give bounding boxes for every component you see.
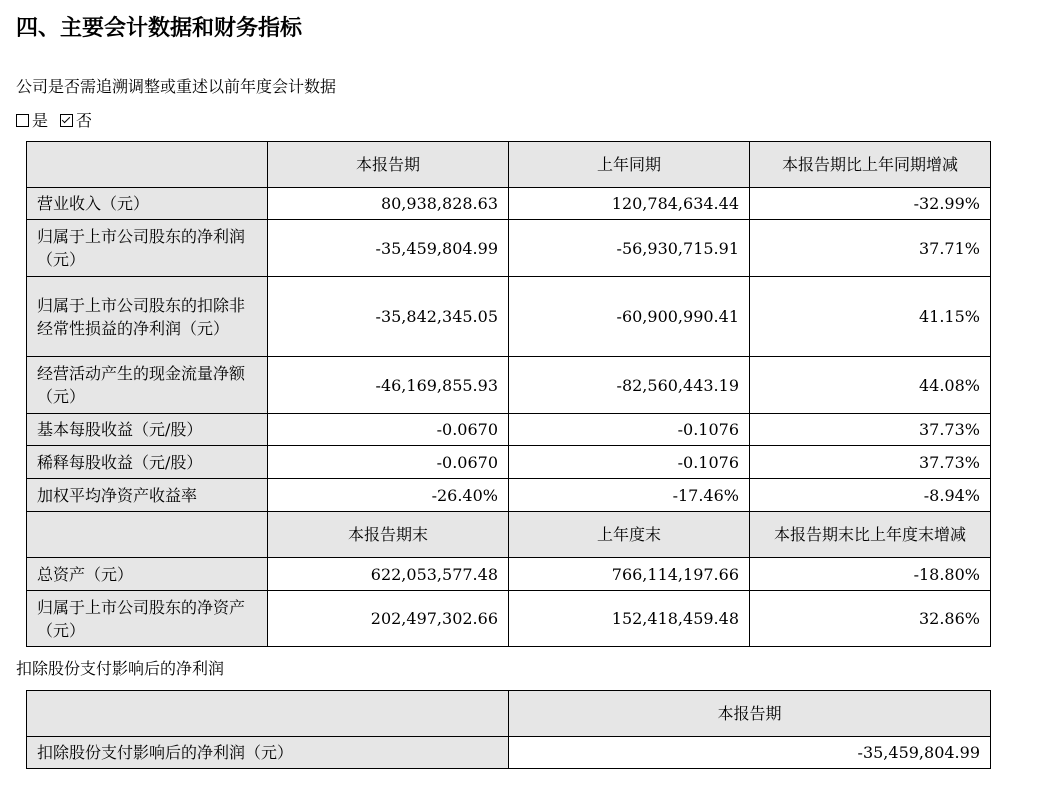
current-value: -35,459,804.99 [509,737,991,769]
prior-value: 120,784,634.44 [509,188,750,220]
prior-value: -0.1076 [509,446,750,479]
prior-value: 766,114,197.66 [509,558,750,591]
prior-value: -56,930,715.91 [509,220,750,277]
current-value: -26.40% [268,479,509,512]
current-value: -0.0670 [268,446,509,479]
restate-question: 公司是否需追溯调整或重述以前年度会计数据 [16,77,337,96]
current-value: -0.0670 [268,414,509,446]
header-blank [27,142,268,188]
share-payment-heading: 扣除股份支付影响后的净利润 [16,659,225,678]
current-value: 202,497,302.66 [268,591,509,647]
prior-value: -60,900,990.41 [509,277,750,357]
table-row [27,277,991,357]
change-value: 37.73% [750,446,991,479]
change-value: -8.94% [750,479,991,512]
key-financials-table [26,141,991,647]
change-value: 32.86% [750,591,991,647]
current-value: -35,459,804.99 [268,220,509,277]
table-row [27,357,991,414]
restate-options [16,110,92,132]
header-prior-year-end: 上年度末 [509,512,750,558]
row-label: 稀释每股收益（元/股） [27,446,268,479]
yes-checkbox[interactable] [16,114,29,127]
table-row [27,737,991,769]
yes-label: 是 [32,111,49,130]
section-title: 四、主要会计数据和财务指标 [16,15,303,41]
row-label: 归属于上市公司股东的净资产（元） [27,591,268,647]
change-value: 44.08% [750,357,991,414]
change-value: 37.71% [750,220,991,277]
balance-header-row [27,512,991,558]
header-current-period: 本报告期 [509,691,991,737]
row-label: 经营活动产生的现金流量净额（元） [27,357,268,414]
table-row [27,558,991,591]
row-label: 总资产（元） [27,558,268,591]
header-prior-period: 上年同期 [509,142,750,188]
header-blank [27,512,268,558]
period-header-row [27,142,991,188]
row-label: 加权平均净资产收益率 [27,479,268,512]
table-row [27,414,991,446]
current-value: 622,053,577.48 [268,558,509,591]
header-current-period: 本报告期 [268,142,509,188]
header-period-change: 本报告期比上年同期增减 [750,142,991,188]
prior-value: -82,560,443.19 [509,357,750,414]
header-blank [27,691,509,737]
table-row [27,479,991,512]
no-checkbox[interactable] [60,114,73,127]
table-row [27,446,991,479]
row-label: 归属于上市公司股东的扣除非经常性损益的净利润（元） [27,277,268,357]
row-label: 营业收入（元） [27,188,268,220]
current-value: -46,169,855.93 [268,357,509,414]
table-row [27,188,991,220]
table-row [27,591,991,647]
change-value: 37.73% [750,414,991,446]
share-payment-header-row [27,691,991,737]
table-row [27,220,991,277]
row-label: 扣除股份支付影响后的净利润（元） [27,737,509,769]
change-value: -18.80% [750,558,991,591]
prior-value: 152,418,459.48 [509,591,750,647]
current-value: -35,842,345.05 [268,277,509,357]
current-value: 80,938,828.63 [268,188,509,220]
share-payment-table [26,690,991,769]
change-value: -32.99% [750,188,991,220]
no-label: 否 [76,111,93,130]
prior-value: -0.1076 [509,414,750,446]
prior-value: -17.46% [509,479,750,512]
row-label: 基本每股收益（元/股） [27,414,268,446]
header-period-end-change: 本报告期末比上年度末增减 [750,512,991,558]
header-period-end: 本报告期末 [268,512,509,558]
change-value: 41.15% [750,277,991,357]
row-label: 归属于上市公司股东的净利润（元） [27,220,268,277]
